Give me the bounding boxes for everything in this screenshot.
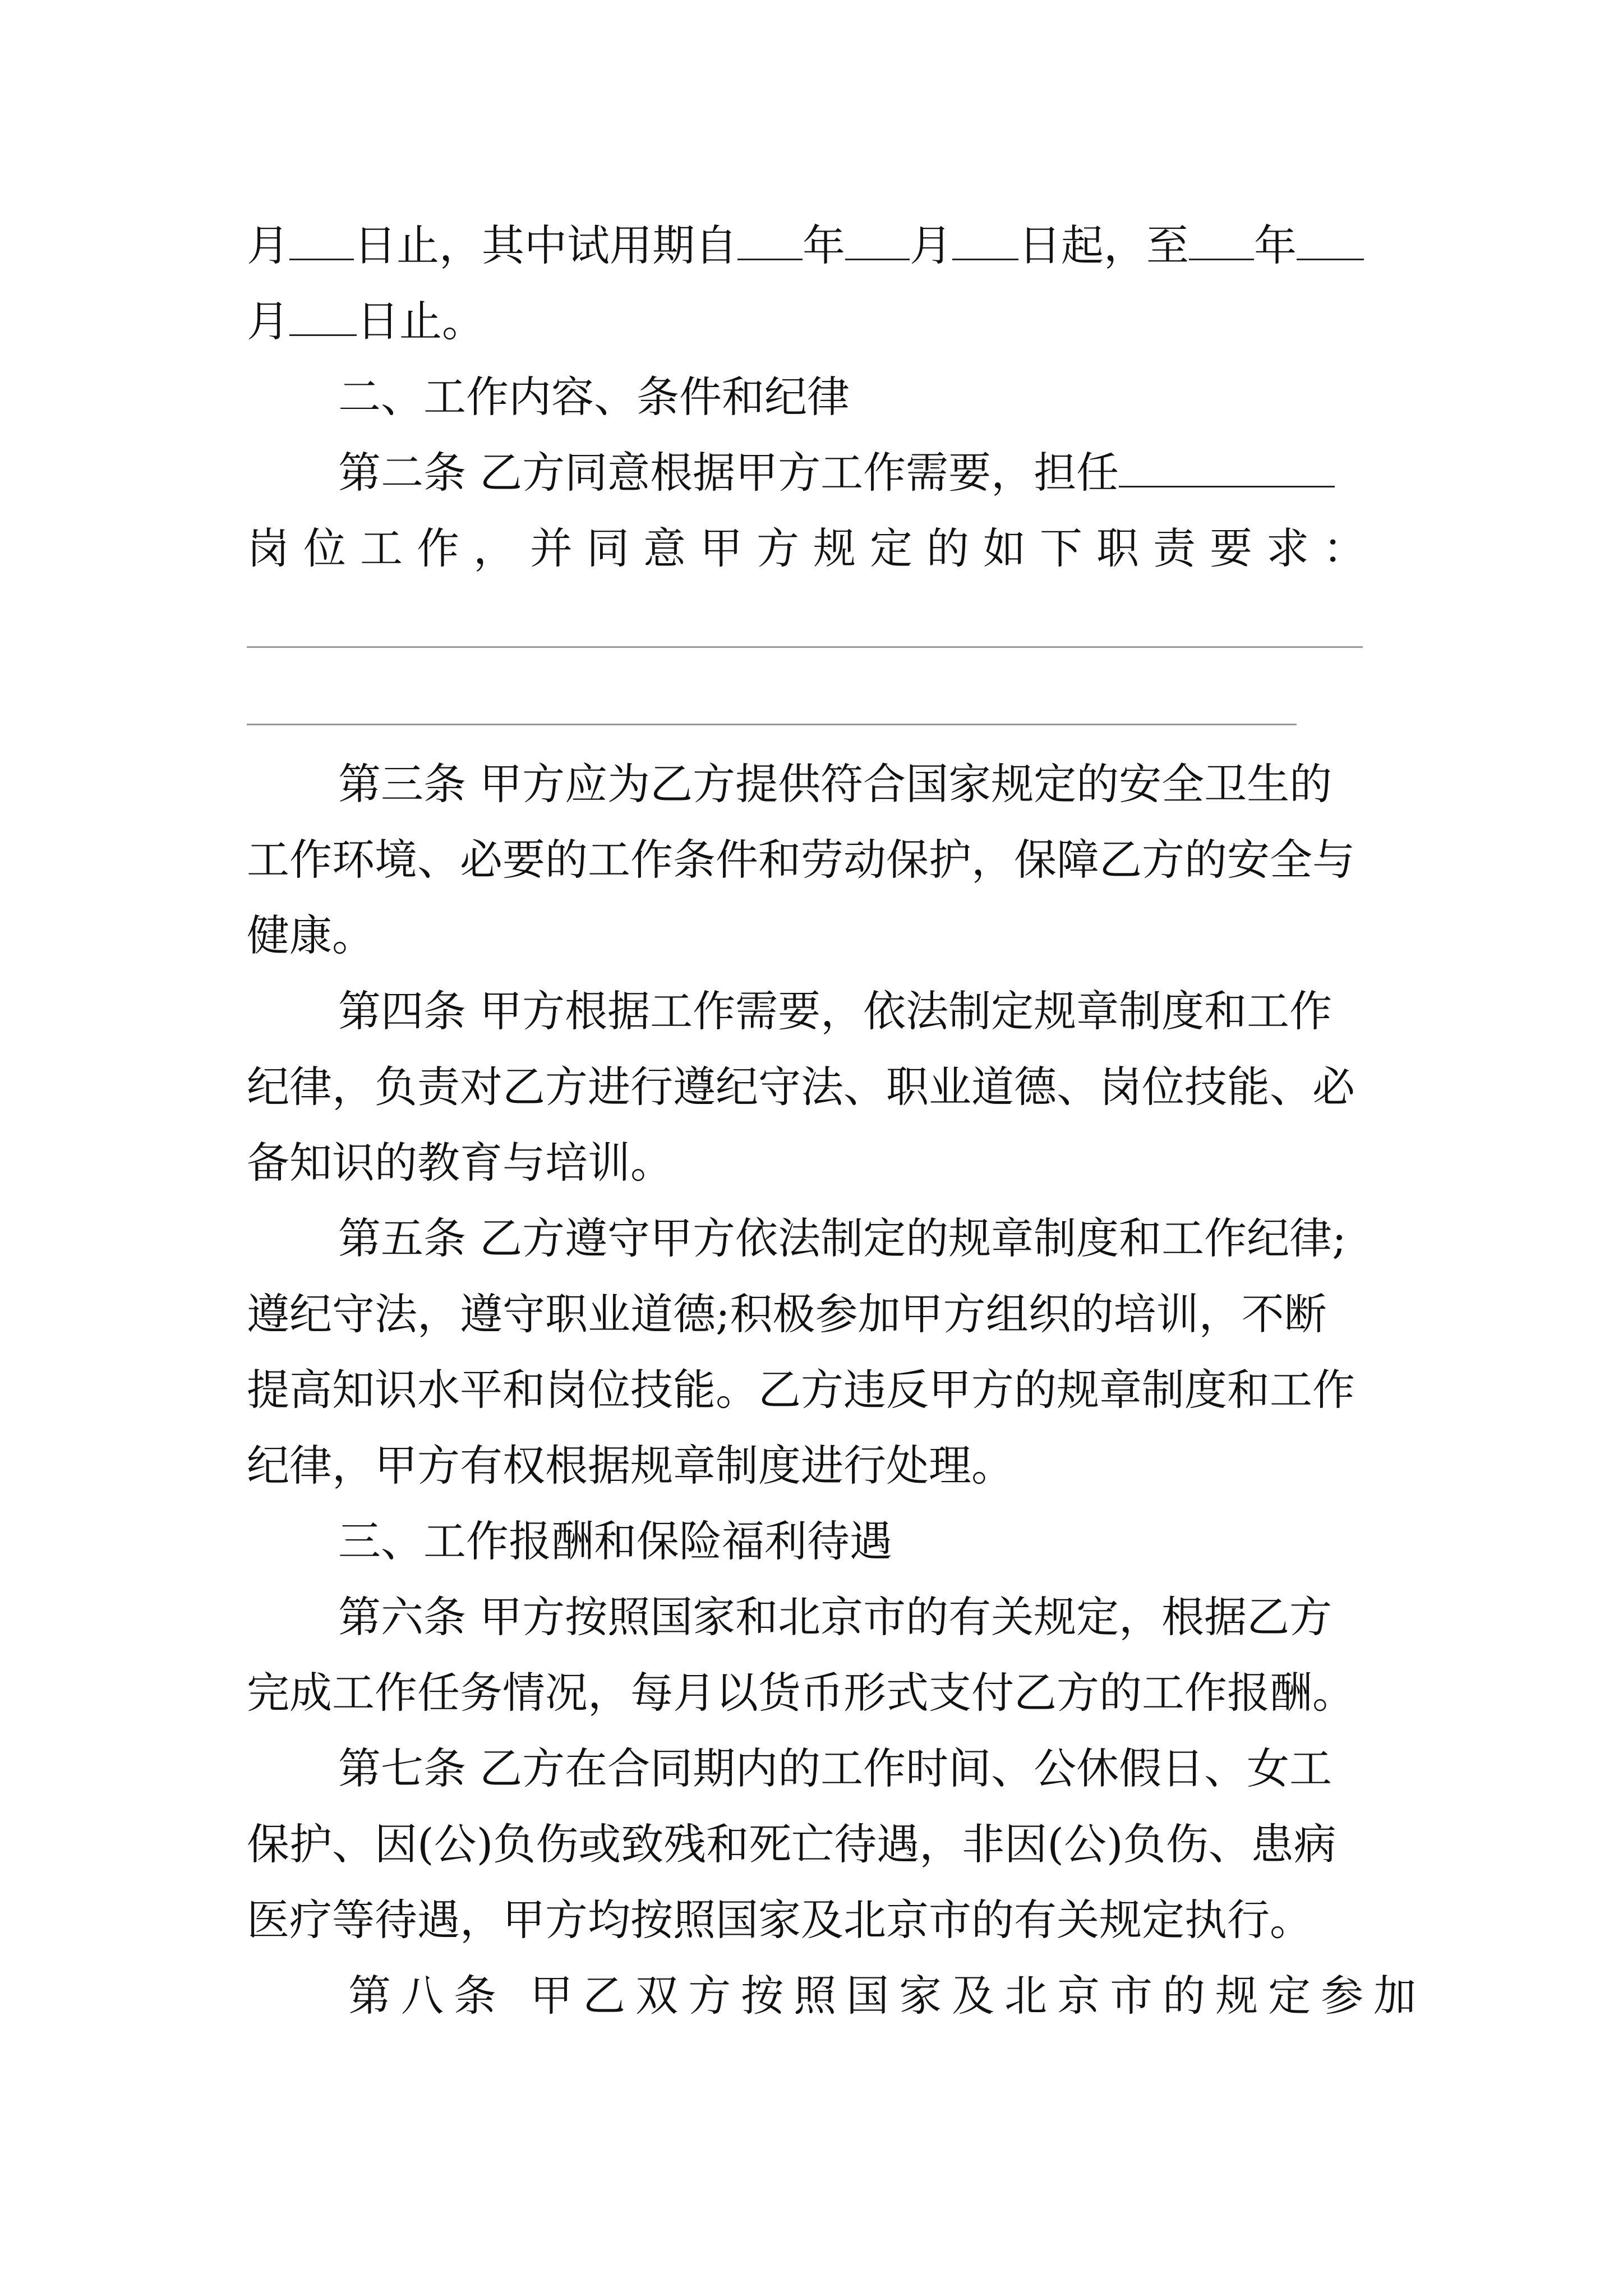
- article-5-line-1: 第五条 乙方遵守甲方依法制定的规章制度和工作纪律;: [338, 1213, 1347, 1263]
- duty-fill-line-1[interactable]: [247, 646, 1363, 648]
- text-month: 月: [247, 220, 289, 270]
- article-4-line-3: 备知识的教育与培训。: [247, 1138, 673, 1188]
- article-2-line-2: 岗位工作，并同意甲方规定的如下职责要求：: [247, 523, 1380, 573]
- blank-year-field-2[interactable]: [1189, 223, 1254, 260]
- text-year-2: 年: [1254, 220, 1297, 270]
- text-trial-start: 日止，其中试用期自: [354, 220, 737, 270]
- article-3-line-2: 工作环境、必要的工作条件和劳动保护，保障乙方的安全与: [247, 835, 1355, 885]
- blank-day-field[interactable]: [289, 223, 354, 260]
- article-7-line-3: 医疗等待遇，甲方均按照国家及北京市的有关规定执行。: [247, 1895, 1312, 1945]
- blank-year-field[interactable]: [737, 223, 803, 260]
- article-5-line-3: 提高知识水平和岗位技能。乙方违反甲方的规章制度和工作: [247, 1365, 1355, 1415]
- article-2-line-1: [338, 442, 1335, 504]
- article-5-line-2: 遵纪守法，遵守职业道德;积极参加甲方组织的培训，不断: [247, 1289, 1327, 1339]
- text-end: 日止。: [357, 296, 485, 346]
- blank-month-field[interactable]: [845, 223, 910, 260]
- article-8-line-1: 第八条 甲乙双方按照国家及北京市的规定参加: [348, 1971, 1427, 2021]
- text-year: 年: [803, 220, 845, 270]
- article-6-line-2: 完成工作任务情况，每月以货币形式支付乙方的工作报酬。: [247, 1668, 1355, 1718]
- article-7-line-1: 第七条 乙方在合同期内的工作时间、公休假日、女工: [338, 1743, 1332, 1793]
- contract-term-line-1: [247, 215, 1364, 277]
- text-month-2: 月: [910, 220, 952, 270]
- article-3-line-1: 第三条 甲方应为乙方提供符合国家规定的安全卫生的: [338, 759, 1332, 809]
- text-start-to: 日起，至: [1018, 220, 1189, 270]
- text-month-3: 月: [247, 296, 289, 346]
- blank-day-field-3[interactable]: [289, 298, 357, 336]
- duty-fill-line-2[interactable]: [247, 724, 1297, 725]
- blank-day-field-2[interactable]: [952, 223, 1018, 260]
- section-heading-2: 二、工作内容、条件和纪律: [338, 372, 850, 422]
- article-4-line-1: 第四条 甲方根据工作需要，依法制定规章制度和工作: [338, 986, 1332, 1036]
- section-heading-3: 三、工作报酬和保险福利待遇: [338, 1516, 892, 1566]
- article-4-line-2: 纪律，负责对乙方进行遵纪守法、职业道德、岗位技能、必: [247, 1062, 1355, 1112]
- article-5-line-4: 纪律，甲方有权根据规章制度进行处理。: [247, 1441, 1014, 1490]
- article-6-line-1: 第六条 甲方按照国家和北京市的有关规定，根据乙方: [338, 1592, 1332, 1642]
- article-3-line-3: 健康。: [247, 910, 375, 960]
- article-2-text: 第二条 乙方同意根据甲方工作需要，担任: [338, 448, 1119, 498]
- article-7-line-2: 保护、因(公)负伤或致残和死亡待遇，非因(公)负伤、患病: [247, 1819, 1336, 1869]
- blank-position-field[interactable]: [1119, 450, 1335, 487]
- blank-month-field-2[interactable]: [1297, 223, 1364, 260]
- contract-term-line-2: [247, 291, 485, 352]
